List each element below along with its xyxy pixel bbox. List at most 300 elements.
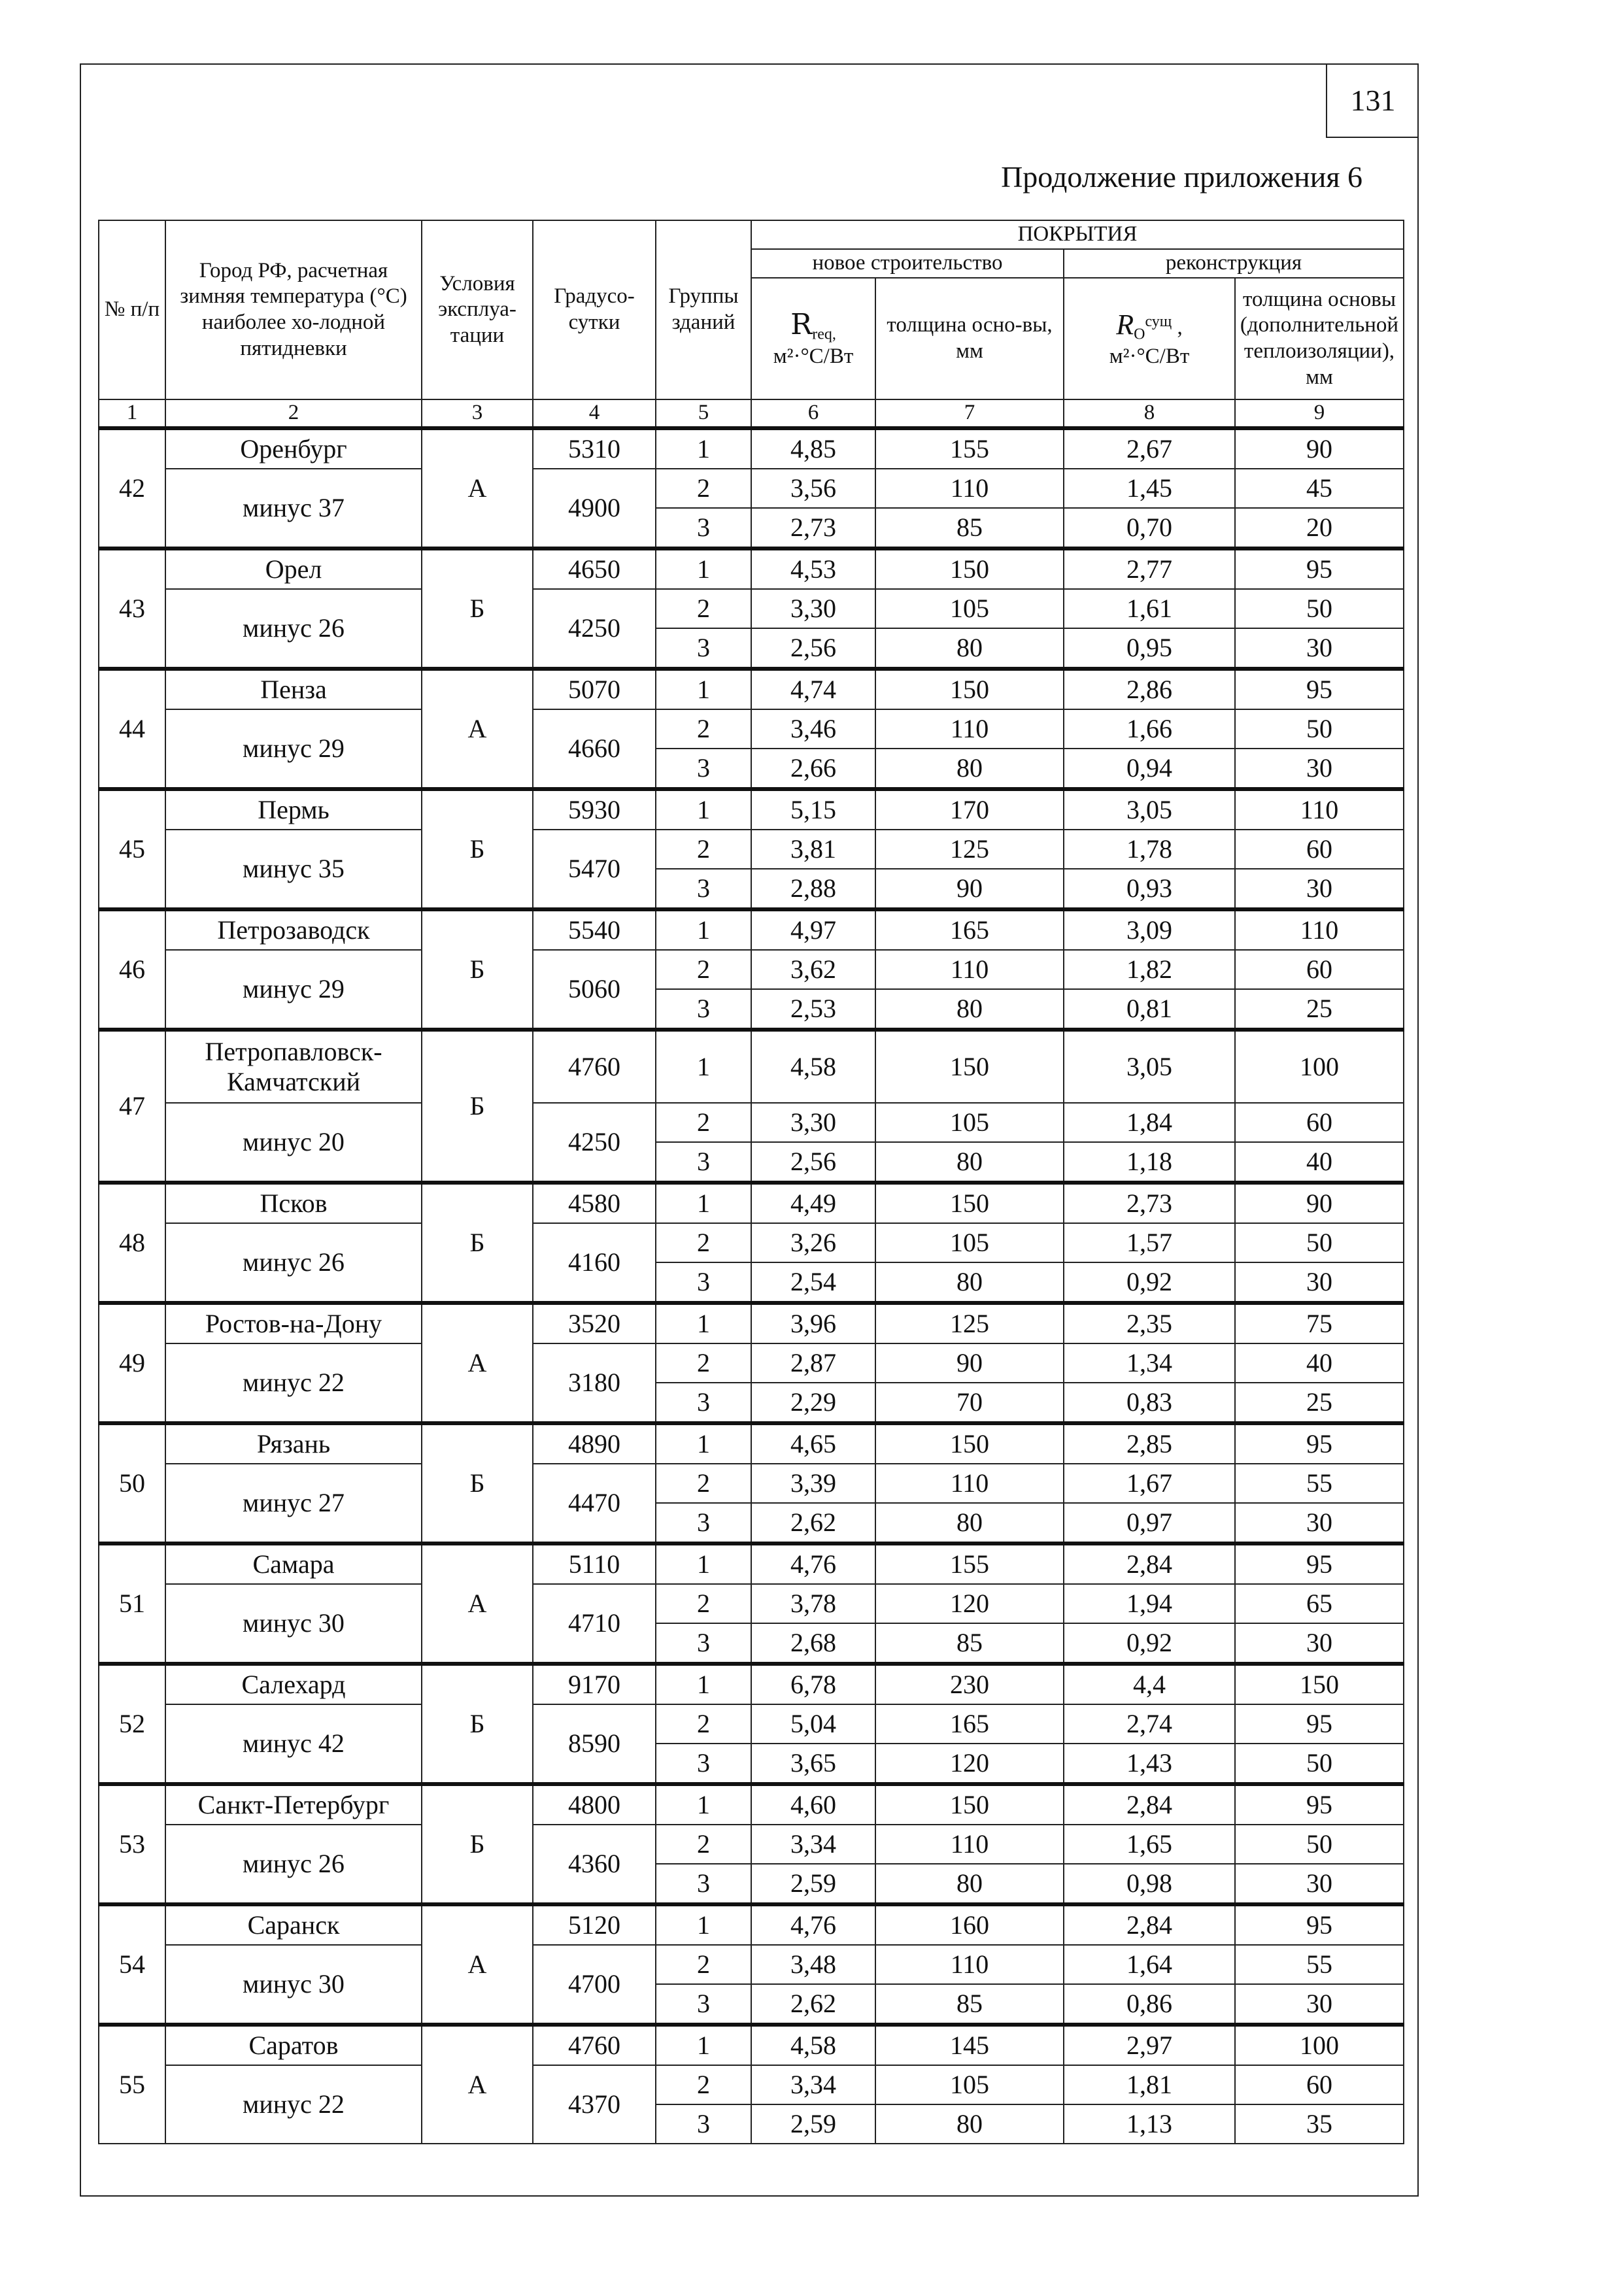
row-number: 43 <box>99 548 165 669</box>
data-cell: 1,84 <box>1064 1103 1235 1142</box>
table-row <box>99 1303 1404 1343</box>
degree-days: 4700 <box>533 1945 656 2025</box>
data-cell: 4,76 <box>751 1904 875 1945</box>
column-number: 5 <box>656 399 751 428</box>
city-name: Саранск <box>165 1904 422 1945</box>
data-cell: 2,84 <box>1064 1784 1235 1825</box>
data-cell: 2,87 <box>751 1343 875 1383</box>
data-cell: 1 <box>656 1543 751 1584</box>
degree-days: 4580 <box>533 1183 656 1223</box>
data-cell: 3,34 <box>751 2065 875 2104</box>
degree-days: 5540 <box>533 909 656 950</box>
data-cell: 2,97 <box>1064 2025 1235 2065</box>
column-number: 9 <box>1235 399 1404 428</box>
data-cell: 55 <box>1235 1464 1404 1503</box>
data-cell: 80 <box>875 989 1064 1030</box>
table-row <box>99 1664 1404 1704</box>
data-cell: 2,59 <box>751 1864 875 1904</box>
data-cell: 90 <box>1235 1183 1404 1223</box>
data-cell: 30 <box>1235 628 1404 669</box>
data-cell: 3 <box>656 1262 751 1303</box>
data-cell: 90 <box>1235 428 1404 469</box>
data-cell: 40 <box>1235 1142 1404 1183</box>
column-number: 2 <box>165 399 422 428</box>
data-cell: 75 <box>1235 1303 1404 1343</box>
winter-temperature: минус 26 <box>165 589 422 669</box>
data-cell: 85 <box>875 1984 1064 2025</box>
data-cell: 2 <box>656 2065 751 2104</box>
row-number: 46 <box>99 909 165 1030</box>
data-cell: 110 <box>875 1945 1064 1984</box>
data-cell: 1,67 <box>1064 1464 1235 1503</box>
data-cell: 3,30 <box>751 1103 875 1142</box>
header-thickness-new: толщина осно-вы, мм <box>875 278 1064 399</box>
data-cell: 30 <box>1235 869 1404 909</box>
data-cell: 120 <box>875 1584 1064 1623</box>
data-cell: 3 <box>656 749 751 789</box>
degree-days: 4470 <box>533 1464 656 1543</box>
data-cell: 4,53 <box>751 548 875 589</box>
data-cell: 5,15 <box>751 789 875 830</box>
data-cell: 2,67 <box>1064 428 1235 469</box>
winter-temperature: минус 37 <box>165 469 422 548</box>
table-row <box>99 1904 1404 1945</box>
data-cell: 80 <box>875 1503 1064 1543</box>
data-cell: 3,34 <box>751 1825 875 1864</box>
data-cell: 2,54 <box>751 1262 875 1303</box>
data-cell: 95 <box>1235 669 1404 709</box>
data-cell: 0,70 <box>1064 508 1235 548</box>
data-cell: 165 <box>875 1704 1064 1744</box>
data-cell: 150 <box>875 669 1064 709</box>
data-cell: 4,76 <box>751 1543 875 1584</box>
city-name: Самара <box>165 1543 422 1584</box>
data-cell: 3 <box>656 628 751 669</box>
data-cell: 150 <box>875 1784 1064 1825</box>
data-cell: 3,56 <box>751 469 875 508</box>
degree-days: 3520 <box>533 1303 656 1343</box>
data-cell: 50 <box>1235 1744 1404 1784</box>
city-name: Санкт-Петербург <box>165 1784 422 1825</box>
city-name: Псков <box>165 1183 422 1223</box>
data-cell: 90 <box>875 1343 1064 1383</box>
data-cell: 4,65 <box>751 1423 875 1464</box>
degree-days: 5310 <box>533 428 656 469</box>
degree-days: 5930 <box>533 789 656 830</box>
table-row <box>99 709 1404 749</box>
data-cell: 0,98 <box>1064 1864 1235 1904</box>
data-cell: 1 <box>656 1030 751 1103</box>
table-row <box>99 1183 1404 1223</box>
data-cell: 0,83 <box>1064 1383 1235 1423</box>
row-number: 51 <box>99 1543 165 1664</box>
data-cell: 1 <box>656 1303 751 1343</box>
data-cell: 60 <box>1235 950 1404 989</box>
data-cell: 45 <box>1235 469 1404 508</box>
data-cell: 110 <box>875 709 1064 749</box>
winter-temperature: минус 30 <box>165 1584 422 1664</box>
data-cell: 110 <box>1235 909 1404 950</box>
data-cell: 2,73 <box>751 508 875 548</box>
row-number: 42 <box>99 428 165 548</box>
data-cell: 100 <box>1235 2025 1404 2065</box>
table-row <box>99 1030 1404 1103</box>
data-cell: 30 <box>1235 1623 1404 1664</box>
data-cell: 4,85 <box>751 428 875 469</box>
data-cell: 3,05 <box>1064 1030 1235 1103</box>
table-row <box>99 469 1404 508</box>
data-cell: 165 <box>875 909 1064 950</box>
data-cell: 2,84 <box>1064 1904 1235 1945</box>
row-number: 44 <box>99 669 165 789</box>
degree-days: 4890 <box>533 1423 656 1464</box>
data-cell: 1 <box>656 1664 751 1704</box>
table-row <box>99 909 1404 950</box>
data-cell: 90 <box>875 869 1064 909</box>
operating-conditions: Б <box>422 909 533 1030</box>
degree-days: 4360 <box>533 1825 656 1904</box>
data-cell: 2 <box>656 1704 751 1744</box>
data-cell: 120 <box>875 1744 1064 1784</box>
operating-conditions: А <box>422 1543 533 1664</box>
data-cell: 85 <box>875 1623 1064 1664</box>
degree-days: 4160 <box>533 1223 656 1303</box>
data-cell: 2,66 <box>751 749 875 789</box>
data-cell: 80 <box>875 749 1064 789</box>
data-cell: 170 <box>875 789 1064 830</box>
data-cell: 2,29 <box>751 1383 875 1423</box>
data-cell: 30 <box>1235 749 1404 789</box>
data-cell: 2,88 <box>751 869 875 909</box>
table-row <box>99 1784 1404 1825</box>
data-cell: 0,97 <box>1064 1503 1235 1543</box>
data-cell: 55 <box>1235 1945 1404 1984</box>
data-cell: 150 <box>875 548 1064 589</box>
data-cell: 1,61 <box>1064 589 1235 628</box>
table-row <box>99 789 1404 830</box>
degree-days: 4760 <box>533 2025 656 2065</box>
data-cell: 1 <box>656 548 751 589</box>
data-cell: 2,77 <box>1064 548 1235 589</box>
data-cell: 2 <box>656 1464 751 1503</box>
data-cell: 4,58 <box>751 1030 875 1103</box>
table-row <box>99 2025 1404 2065</box>
table-row <box>99 1423 1404 1464</box>
table-row <box>99 1704 1404 1744</box>
data-cell: 0,86 <box>1064 1984 1235 2025</box>
row-number: 47 <box>99 1030 165 1183</box>
winter-temperature: минус 35 <box>165 830 422 909</box>
data-cell: 160 <box>875 1904 1064 1945</box>
row-number: 52 <box>99 1664 165 1784</box>
header-building-groups: Группы зданий <box>656 220 751 399</box>
data-cell: 1,57 <box>1064 1223 1235 1262</box>
table-row <box>99 1103 1404 1142</box>
data-cell: 50 <box>1235 1825 1404 1864</box>
degree-days: 3180 <box>533 1343 656 1423</box>
row-number: 54 <box>99 1904 165 2025</box>
city-name: Ростов-на-Дону <box>165 1303 422 1343</box>
data-cell: 30 <box>1235 1864 1404 1904</box>
data-cell: 2,53 <box>751 989 875 1030</box>
table-row <box>99 589 1404 628</box>
winter-temperature: минус 42 <box>165 1704 422 1784</box>
degree-days: 4660 <box>533 709 656 789</box>
city-name: Оренбург <box>165 428 422 469</box>
column-number: 8 <box>1064 399 1235 428</box>
data-cell: 2,73 <box>1064 1183 1235 1223</box>
data-cell: 5,04 <box>751 1704 875 1744</box>
row-number: 49 <box>99 1303 165 1423</box>
data-cell: 80 <box>875 628 1064 669</box>
data-cell: 95 <box>1235 548 1404 589</box>
data-cell: 85 <box>875 508 1064 548</box>
data-cell: 95 <box>1235 1904 1404 1945</box>
header-new-construction: новое строительство <box>751 249 1064 278</box>
header-thickness-rec: толщина основы (дополнительной теплоизоляции), мм <box>1235 278 1404 399</box>
data-cell: 110 <box>875 1464 1064 1503</box>
column-number-row <box>99 399 1404 428</box>
city-name: Пенза <box>165 669 422 709</box>
data-cell: 2,62 <box>751 1984 875 2025</box>
table-row <box>99 950 1404 989</box>
operating-conditions: Б <box>422 1423 533 1543</box>
winter-temperature: минус 26 <box>165 1825 422 1904</box>
data-cell: 25 <box>1235 1383 1404 1423</box>
data-cell: 0,94 <box>1064 749 1235 789</box>
data-cell: 1,66 <box>1064 709 1235 749</box>
data-cell: 3 <box>656 1142 751 1183</box>
header-rreq: $R_{req,}$ м²·°С/Вт <box>751 278 875 399</box>
data-cell: 155 <box>875 428 1064 469</box>
data-cell: 1,81 <box>1064 2065 1235 2104</box>
operating-conditions: Б <box>422 789 533 909</box>
degree-days: 4650 <box>533 548 656 589</box>
degree-days: 5120 <box>533 1904 656 1945</box>
data-cell: 150 <box>875 1423 1064 1464</box>
row-number: 48 <box>99 1183 165 1303</box>
data-cell: 2 <box>656 950 751 989</box>
data-cell: 3,48 <box>751 1945 875 1984</box>
table-body <box>99 428 1404 2144</box>
data-cell: 3,46 <box>751 709 875 749</box>
winter-temperature: минус 29 <box>165 709 422 789</box>
table-row <box>99 1464 1404 1503</box>
winter-temperature: минус 29 <box>165 950 422 1030</box>
table-row <box>99 428 1404 469</box>
data-cell: 50 <box>1235 589 1404 628</box>
operating-conditions: А <box>422 2025 533 2144</box>
winter-temperature: минус 27 <box>165 1464 422 1543</box>
table-row <box>99 1543 1404 1584</box>
operating-conditions: А <box>422 669 533 789</box>
degree-days: 4800 <box>533 1784 656 1825</box>
data-cell: 1,65 <box>1064 1825 1235 1864</box>
data-cell: 3 <box>656 2104 751 2144</box>
operating-conditions: Б <box>422 1784 533 1904</box>
data-cell: 110 <box>875 1825 1064 1864</box>
operating-conditions: Б <box>422 1664 533 1784</box>
data-cell: 25 <box>1235 989 1404 1030</box>
data-cell: 1 <box>656 1183 751 1223</box>
data-cell: 1 <box>656 909 751 950</box>
data-cell: 3,78 <box>751 1584 875 1623</box>
data-cell: 4,74 <box>751 669 875 709</box>
data-cell: 1,64 <box>1064 1945 1235 1984</box>
data-cell: 105 <box>875 2065 1064 2104</box>
data-cell: 0,92 <box>1064 1262 1235 1303</box>
data-cell: 1 <box>656 1784 751 1825</box>
degree-days: 5070 <box>533 669 656 709</box>
data-cell: 2,85 <box>1064 1423 1235 1464</box>
data-cell: 65 <box>1235 1584 1404 1623</box>
data-cell: 95 <box>1235 1423 1404 1464</box>
data-cell: 2,86 <box>1064 669 1235 709</box>
data-cell: 2,84 <box>1064 1543 1235 1584</box>
data-cell: 1 <box>656 669 751 709</box>
operating-conditions: А <box>422 428 533 548</box>
data-cell: 1,13 <box>1064 2104 1235 2144</box>
data-cell: 2 <box>656 1945 751 1984</box>
header-no: № п/п <box>99 220 165 399</box>
header-city: Город РФ, расчетная зимняя температура (°С) наиболее хо-лодной пятидневки <box>165 220 422 399</box>
data-cell: 3,26 <box>751 1223 875 1262</box>
appendix-table <box>98 220 1404 2144</box>
data-cell: 125 <box>875 1303 1064 1343</box>
data-cell: 80 <box>875 2104 1064 2144</box>
data-cell: 105 <box>875 589 1064 628</box>
degree-days: 4900 <box>533 469 656 548</box>
table-row <box>99 1343 1404 1383</box>
operating-conditions: А <box>422 1904 533 2025</box>
winter-temperature: минус 30 <box>165 1945 422 2025</box>
data-cell: 2 <box>656 830 751 869</box>
data-cell: 1,94 <box>1064 1584 1235 1623</box>
data-cell: 3 <box>656 869 751 909</box>
header-reconstruction: реконструкция <box>1064 249 1404 278</box>
city-name: Саратов <box>165 2025 422 2065</box>
degree-days: 5470 <box>533 830 656 909</box>
data-cell: 3,09 <box>1064 909 1235 950</box>
degree-days: 4710 <box>533 1584 656 1664</box>
data-cell: 150 <box>1235 1664 1404 1704</box>
table-row <box>99 830 1404 869</box>
data-cell: 2 <box>656 589 751 628</box>
row-number: 55 <box>99 2025 165 2144</box>
data-cell: 3 <box>656 1383 751 1423</box>
column-number: 4 <box>533 399 656 428</box>
data-cell: 100 <box>1235 1030 1404 1103</box>
row-number: 45 <box>99 789 165 909</box>
data-cell: 125 <box>875 830 1064 869</box>
page-number: 131 <box>1326 63 1419 138</box>
winter-temperature: минус 22 <box>165 1343 422 1423</box>
degree-days: 4250 <box>533 1103 656 1183</box>
data-cell: 60 <box>1235 1103 1404 1142</box>
city-name: Пермь <box>165 789 422 830</box>
data-cell: 2 <box>656 1223 751 1262</box>
data-cell: 4,60 <box>751 1784 875 1825</box>
data-cell: 3,30 <box>751 589 875 628</box>
data-cell: 2 <box>656 709 751 749</box>
table-row <box>99 1223 1404 1262</box>
data-cell: 70 <box>875 1383 1064 1423</box>
data-cell: 95 <box>1235 1543 1404 1584</box>
data-cell: 2 <box>656 1103 751 1142</box>
header-ro: $R_O^{сущ}$ , м²·°С/Вт <box>1064 278 1235 399</box>
degree-days: 5110 <box>533 1543 656 1584</box>
degree-days: 4370 <box>533 2065 656 2144</box>
data-cell: 1,45 <box>1064 469 1235 508</box>
data-cell: 60 <box>1235 2065 1404 2104</box>
data-cell: 3,81 <box>751 830 875 869</box>
data-cell: 155 <box>875 1543 1064 1584</box>
data-cell: 150 <box>875 1183 1064 1223</box>
data-cell: 3 <box>656 1623 751 1664</box>
city-name: Петропавловск-Камчатский <box>165 1030 422 1103</box>
column-number: 1 <box>99 399 165 428</box>
data-cell: 1,82 <box>1064 950 1235 989</box>
data-cell: 110 <box>875 469 1064 508</box>
winter-temperature: минус 20 <box>165 1103 422 1183</box>
table-row <box>99 1945 1404 1984</box>
data-cell: 150 <box>875 1030 1064 1103</box>
data-cell: 1,18 <box>1064 1142 1235 1183</box>
header-coverings: ПОКРЫТИЯ <box>751 220 1404 249</box>
city-name: Салехард <box>165 1664 422 1704</box>
data-cell: 3,39 <box>751 1464 875 1503</box>
data-cell: 80 <box>875 1142 1064 1183</box>
data-cell: 2,35 <box>1064 1303 1235 1343</box>
row-number: 50 <box>99 1423 165 1543</box>
data-cell: 2,59 <box>751 2104 875 2144</box>
data-cell: 3,62 <box>751 950 875 989</box>
degree-days: 4760 <box>533 1030 656 1103</box>
column-number: 6 <box>751 399 875 428</box>
data-cell: 3 <box>656 989 751 1030</box>
winter-temperature: минус 22 <box>165 2065 422 2144</box>
data-cell: 1 <box>656 1904 751 1945</box>
data-cell: 35 <box>1235 2104 1404 2144</box>
data-cell: 6,78 <box>751 1664 875 1704</box>
continuation-caption: Продолжение приложения 6 <box>1001 160 1362 194</box>
data-cell: 1 <box>656 428 751 469</box>
data-cell: 2,56 <box>751 1142 875 1183</box>
header-degree-days: Градусо-сутки <box>533 220 656 399</box>
table-row <box>99 1584 1404 1623</box>
data-cell: 2,68 <box>751 1623 875 1664</box>
data-cell: 105 <box>875 1103 1064 1142</box>
data-cell: 40 <box>1235 1343 1404 1383</box>
data-cell: 1,34 <box>1064 1343 1235 1383</box>
data-cell: 2 <box>656 469 751 508</box>
data-cell: 3,96 <box>751 1303 875 1343</box>
data-cell: 3 <box>656 1503 751 1543</box>
data-cell: 2 <box>656 1343 751 1383</box>
table-row <box>99 1825 1404 1864</box>
operating-conditions: Б <box>422 1183 533 1303</box>
data-cell: 3 <box>656 1984 751 2025</box>
data-cell: 0,81 <box>1064 989 1235 1030</box>
data-cell: 1 <box>656 789 751 830</box>
data-cell: 2,56 <box>751 628 875 669</box>
data-cell: 3,05 <box>1064 789 1235 830</box>
table-row <box>99 2065 1404 2104</box>
data-cell: 1 <box>656 1423 751 1464</box>
data-cell: 4,58 <box>751 2025 875 2065</box>
data-cell: 60 <box>1235 830 1404 869</box>
data-cell: 145 <box>875 2025 1064 2065</box>
